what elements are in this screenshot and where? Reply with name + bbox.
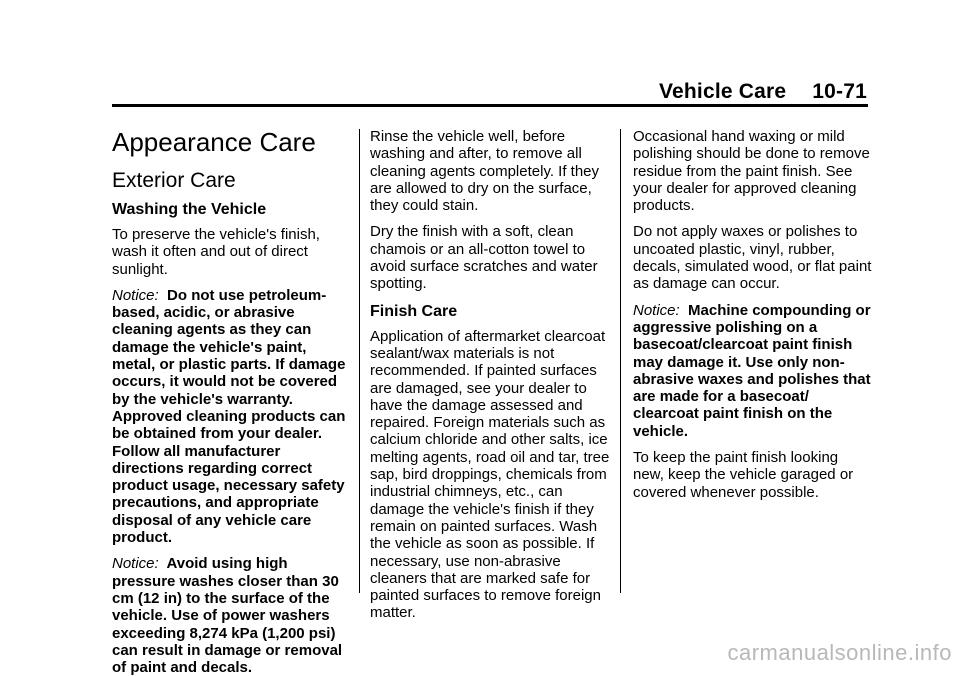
subsection-heading: Finish Care	[370, 302, 458, 320]
paragraph: To preserve the vehicle's finish, wash it often and out of direct sunlight.	[112, 226, 320, 278]
column-2	[370, 128, 610, 631]
notice-label: Notice:	[112, 286, 159, 304]
paragraph: Dry the finish with a soft, clean chamois or an all-cotton towel to avoid surface scratches and water spotting.	[370, 223, 598, 293]
notice-text: Avoid using high pressure washes closer than 30 cm (12 in) to the surface of the vehicle. Use of power washers exceeding 8,274 kPa (1,200 psi) can result in damage or removal of paint and decals.	[112, 555, 343, 676]
paragraph: Do not apply waxes or polishes to uncoated plastic, vinyl, rubber, decals, simulated wood, or flat paint as damage can occur.	[633, 223, 872, 293]
page-header	[659, 80, 867, 104]
paragraph: Rinse the vehicle well, before washing and after, to remove all cleaning agents completely. If they are allowed to dry on the surface, they could stain.	[370, 128, 600, 215]
page-number: 10-71	[812, 80, 867, 103]
notice-paragraph	[112, 287, 352, 546]
section-title: Vehicle Care	[658, 80, 787, 103]
page-title: Appearance Care	[112, 127, 316, 157]
paragraph: To keep the paint finish looking new, keep the vehicle garaged or covered whenever possible.	[633, 449, 854, 501]
paragraph: Occasional hand waxing or mild polishing should be done to remove residue from the paint finish. See your dealer for approved cleaning products.	[633, 128, 870, 215]
notice-text: Machine compounding or aggressive polishing on a basecoat/clearcoat paint finish may damage it. Use only non-abrasive waxes and polishes that are made for a basecoat/ clearcoat paint finish on the vehicle.	[633, 301, 871, 440]
notice-text: Do not use petroleum-based, acidic, or abrasive cleaning agents as they can damage the vehicle's paint, metal, or plastic parts. If damage occurs, it would not be covered by the vehicle's warranty. Approved cleaning products can be obtained from your dealer. Follow all manufacturer directions regarding correct product usage, necessary safety precautions, and appropriate disposal of any vehicle care product.	[112, 286, 346, 547]
column-1	[112, 126, 352, 676]
subsection-heading: Washing the Vehicle	[112, 201, 267, 218]
header-rule	[112, 104, 868, 107]
watermark: carmanualsonline.info	[727, 640, 952, 665]
notice-paragraph	[112, 555, 352, 676]
notice-label: Notice:	[633, 301, 680, 319]
column-3	[633, 128, 873, 510]
column-divider	[620, 129, 621, 593]
section-heading: Exterior Care	[112, 169, 236, 192]
paragraph: Application of aftermarket clearcoat sealant/wax materials is not recommended. If painted surfaces are damaged, see your dealer to have the damage assessed and repaired. Foreign materials such as calcium chloride and other salts, ice melting agents, road oil and tar, tree sap, bird droppings, chemicals from industrial chimneys, etc., can damage the vehicle's finish if they remain on painted surfaces. Wash the vehicle as soon as possible. If necessary, use non-abrasive cleaners that are marked safe for painted surfaces to remove foreign matter.	[370, 327, 610, 622]
notice-paragraph	[633, 302, 873, 440]
column-divider	[359, 129, 360, 593]
notice-label: Notice:	[112, 555, 159, 573]
